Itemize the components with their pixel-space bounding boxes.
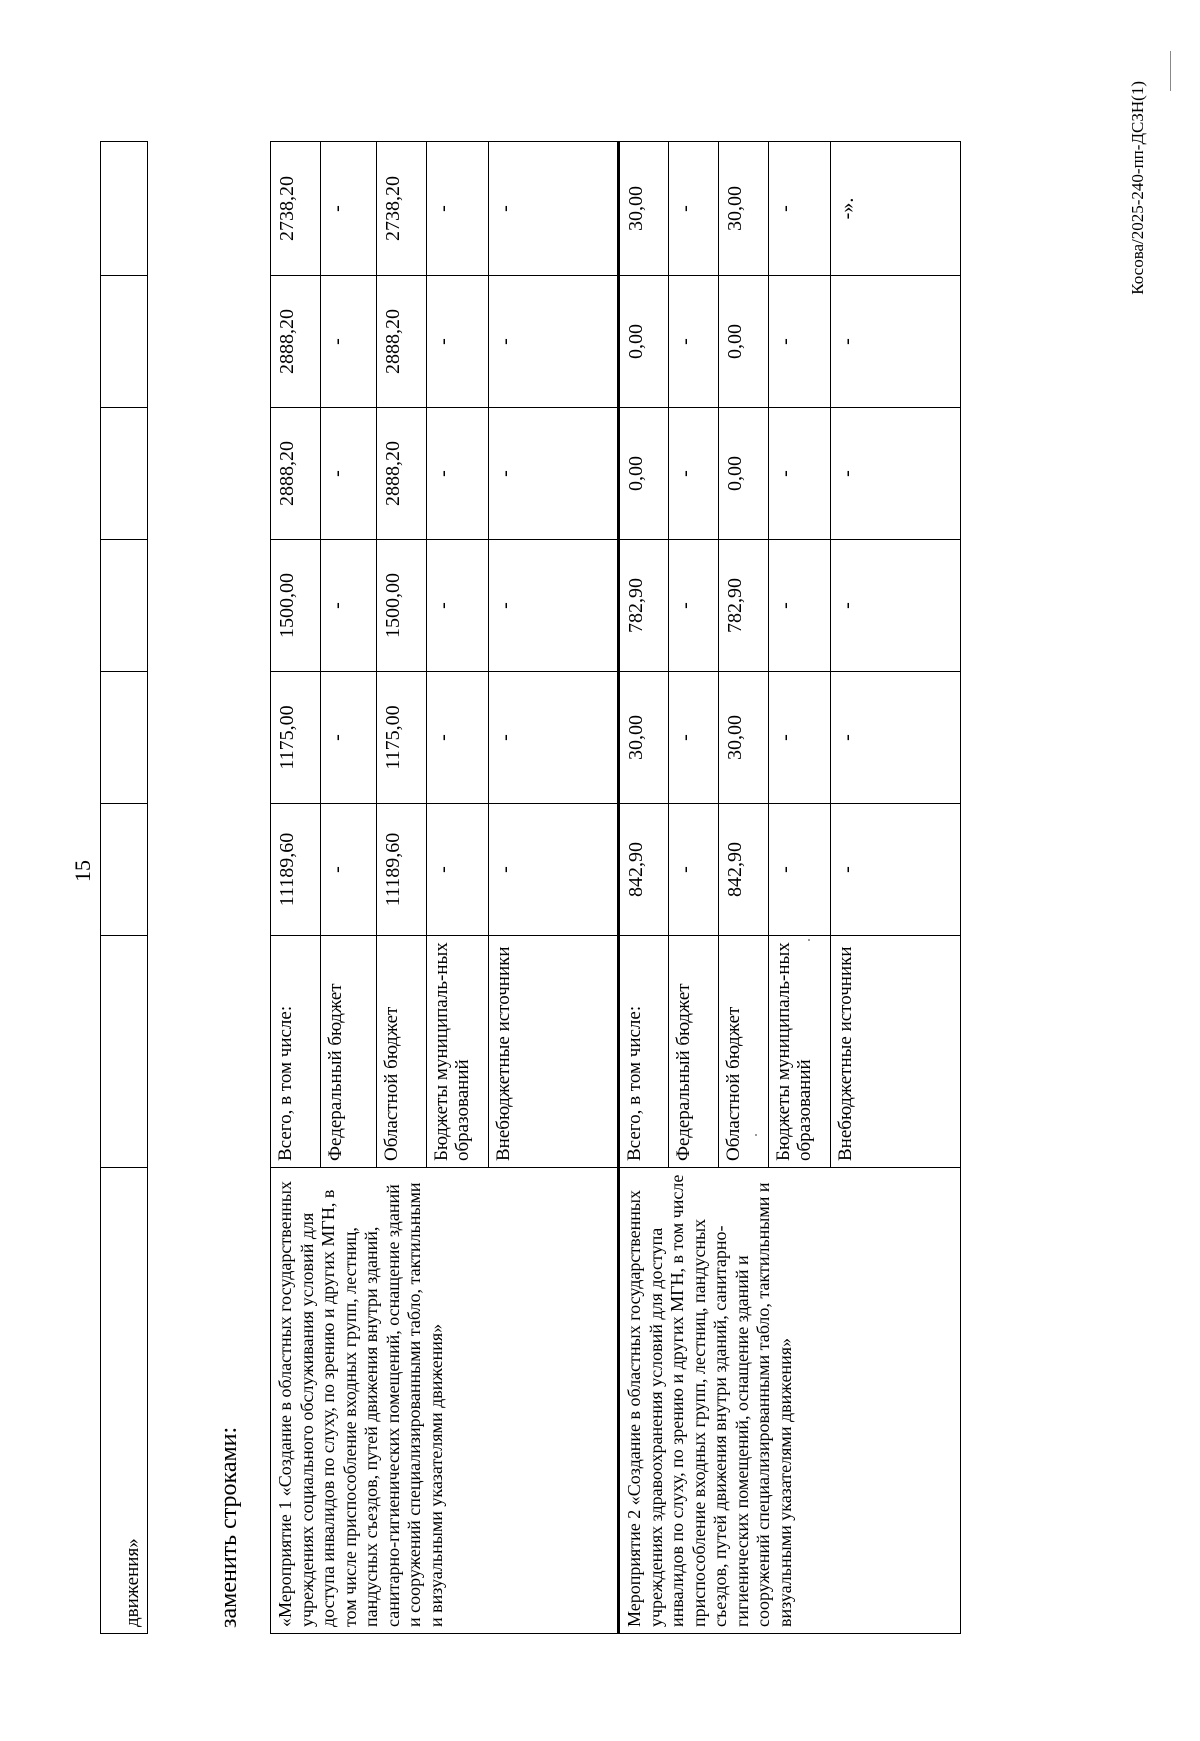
empty-cell [101,142,148,276]
funding-value: 30,00 [619,142,669,276]
funding-value: - [489,672,619,804]
funding-value: - [669,408,719,540]
funding-value: - [831,276,961,408]
replace-instruction: заменить строками: [216,1426,242,1628]
event-title: «Мероприятие 1 «Создание в областных государственных учреждениях социального обслуживания условий для доступа инвалидов по слуху, по зрению и других МГН, в том числе приспособление входных групп, лестниц, пандусных съездов, путей движения внутри зданий, санитарно-гигиенических помещений, оснащение зданий и сооружений специализированными табло, тактильными и визуальными указателями движения» [271,1168,619,1634]
funding-value: 0,00 [619,408,669,540]
funding-source: Областной бюджет [377,936,427,1168]
funding-value: 782,90 [719,540,769,672]
funding-value: 1175,00 [377,672,427,804]
funding-value: - [321,142,377,276]
funding-value: - [769,672,831,804]
funding-value: - [489,142,619,276]
document-code: Косова/2025-240-пп-ДСЗН(1) [1128,81,1147,295]
empty-cell [101,540,148,672]
table-row [271,142,321,1634]
funding-value: - [489,804,619,936]
events-funding-table [270,141,961,1634]
funding-value: - [769,142,831,276]
funding-value: - [831,408,961,540]
funding-source: Федеральный бюджет [321,936,377,1168]
funding-value: 2888,20 [377,408,427,540]
funding-source: Всего, в том числе: [619,936,669,1168]
scan-speck [808,939,810,941]
funding-source: Областной бюджет [719,936,769,1168]
page-number: 15 [70,860,95,882]
previous-row-text: движения» [101,1168,148,1634]
funding-value: - [769,804,831,936]
event-title: Мероприятие 2 «Создание в областных государственных учреждениях здравоохранения условий для доступа инвалидов по слуху, по зрению и других МГН, в том числе приспособление входных групп, лестниц, пандусных съездов, путей движения внутри зданий, санитарно-гигиенических помещений, оснащение зданий и сооружений специализированными табло, тактильными и визуальными указателями движения» [619,1168,961,1634]
funding-source: Внебюджетные источники [831,936,961,1168]
funding-value: - [831,540,961,672]
funding-value: 11189,60 [377,804,427,936]
funding-value: - [669,276,719,408]
funding-value: 0,00 [719,408,769,540]
funding-source: Всего, в том числе: [271,936,321,1168]
funding-value: - [321,804,377,936]
funding-value: - [669,804,719,936]
empty-cell [101,408,148,540]
funding-value: -». [831,142,961,276]
funding-value: 2888,20 [271,276,321,408]
funding-value: 842,90 [619,804,669,936]
scan-speck [755,1134,757,1136]
funding-value: - [489,408,619,540]
funding-value: 1175,00 [271,672,321,804]
funding-value: 2888,20 [271,408,321,540]
funding-source: Бюджеты муниципаль-ных образований [769,936,831,1168]
funding-value: - [769,276,831,408]
funding-value: - [769,408,831,540]
funding-value: - [427,672,489,804]
funding-value: 1500,00 [377,540,427,672]
funding-source: Федеральный бюджет [669,936,719,1168]
funding-source: Бюджеты муниципаль-ных образований [427,936,489,1168]
funding-value: - [321,276,377,408]
funding-value: 2738,20 [271,142,321,276]
funding-value: - [831,672,961,804]
funding-value: - [489,276,619,408]
scan-edge-mark [1170,51,1171,91]
funding-value: 30,00 [719,142,769,276]
funding-value: - [427,276,489,408]
funding-value: - [831,804,961,936]
funding-value: - [669,540,719,672]
funding-value: 30,00 [719,672,769,804]
funding-value: - [321,672,377,804]
table-row [101,142,148,1634]
funding-value: 11189,60 [271,804,321,936]
empty-cell [101,276,148,408]
funding-value: - [769,540,831,672]
funding-value: - [669,142,719,276]
funding-value: 0,00 [619,276,669,408]
funding-value: - [427,408,489,540]
funding-value: 1500,00 [271,540,321,672]
funding-source: Внебюджетные источники [489,936,619,1168]
funding-value: - [427,142,489,276]
previous-rows-table [100,141,148,1634]
funding-value: 2888,20 [377,276,427,408]
empty-cell [101,672,148,804]
funding-value: - [489,540,619,672]
empty-cell [101,936,148,1168]
empty-cell [101,804,148,936]
funding-value: - [669,672,719,804]
funding-value: 782,90 [619,540,669,672]
table-row [619,142,669,1634]
funding-value: - [427,804,489,936]
funding-value: 842,90 [719,804,769,936]
funding-value: - [321,540,377,672]
funding-value: - [427,540,489,672]
funding-value: 30,00 [619,672,669,804]
funding-value: 2738,20 [377,142,427,276]
funding-value: 0,00 [719,276,769,408]
funding-value: - [321,408,377,540]
